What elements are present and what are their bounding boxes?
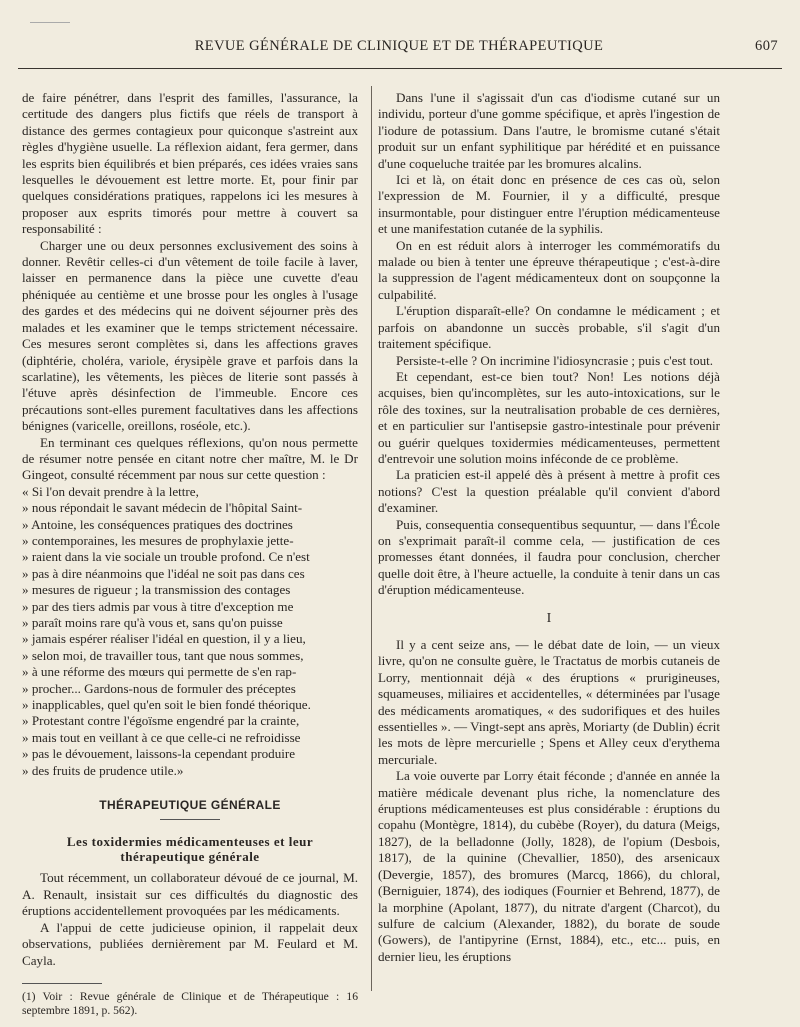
paragraph: La voie ouverte par Lorry était féconde ; d'année en année la matière médicale devenant plus riche, la nomenclature des éruptions médicamenteuses est plus considérable : éruptions du copahu (Montègre, 1814), du cubèbe (Royer), du datura (Meigs, 1827), de la belladonne (Jolly, 1828), de l'opium (Desbois, 1817), de la quinine (Chevallier, 1850), des arsenicaux (Devergie, 1857), des bromures (Marcq, 1866), du chloral, (Berniguier, 1874), des iodiques (Fournier et Behrend, 1877), de la morphine (Apolant, 1877), du nitrate d'argent (Charcot), du sulfure de calcium (Alexander, 1882), du borate de soude (Gowers), de l'antipyrine (Ernst, 1884), etc., etc... puis, en dernier lieu, les éruptions [378, 768, 720, 964]
quote-line: » procher... Gardons-nous de formuler des préceptes [22, 680, 296, 696]
paragraph: Persiste-t-elle ? On incrimine l'idiosyncrasie ; puis c'est tout. [396, 352, 714, 368]
quote-line: » Protestant contre l'égoïsme engendré par la crainte, [22, 713, 300, 729]
quote-line: » à une réforme des mœurs qui permette de s'en rap- [22, 664, 297, 680]
quote-line: » pas le dévouement, laissons-la cependant produire [22, 746, 296, 762]
quote-line: » mesures de rigueur ; la transmission des contages [22, 582, 291, 598]
quote-line: » nous répondait le savant médecin de l'hôpital Saint- [22, 500, 303, 516]
column-divider [371, 86, 372, 991]
quote-line: » raient dans la vie sociale un trouble profond. Ce n'est [22, 549, 310, 565]
section-rule [160, 819, 220, 820]
quote-line: » mais tout en veillant à ce que celle-ci ne refroidisse [22, 729, 301, 745]
paragraph: Dans l'une il s'agissait d'un cas d'iodisme cutané sur un individu, porteur d'une gomme spécifique, et après l'ingestion de l'iodure de potassium. Dans l'autre, le bromisme cutané s'était produit sur un enfant syphilitique par hérédité et en puissance d'une coqueluche traitée par les bromures alcalins. [378, 90, 720, 171]
quote-line: » selon moi, de travailler tous, tant que nous sommes, [22, 647, 304, 663]
quote-line: » par des tiers admis par vous à titre d'exception me [22, 598, 294, 614]
right-column [378, 90, 720, 965]
section-numeral: I [546, 610, 552, 626]
quote-line: » jamais espérer réaliser l'idéal en question, il y a lieu, [22, 631, 306, 647]
paragraph: Puis, consequentia consequentibus sequuntur, — dans l'École on s'exprimait paraît-il comme cela, — justification de ces promesses étant données, il faudra pour conclusion, chercher quelle doit être, à l'heure actuelle, la conduite à tenir dans un cas d'éruption médicamenteuse. [378, 516, 720, 598]
left-column [22, 90, 358, 1018]
paragraph: L'éruption disparaît-elle? On condamne le médicament ; et parfois on abandonne un succès probable, s'il s'agit d'un traitement spécifique. [378, 303, 720, 352]
article-title-line: thérapeutique générale [120, 849, 260, 865]
quote-line: » inapplicables, quel qu'en soit le bien fondé théorique. [22, 697, 311, 713]
quote-line: » pas à dire néanmoins que l'idéal ne soit pas dans ces [22, 565, 305, 581]
running-header [20, 38, 778, 62]
quote-line: » contemporaines, les mesures de prophylaxie jette- [22, 532, 294, 548]
paragraph: Charger une ou deux personnes exclusivement des soins à donner. Revêtir celles-ci d'un vêtement de toile facile à laver, laisser en permanence dans la pièce une cuvette d'eau phéniquée au centième et une brosse pour les ongles à l'usage des gardes et des médecins qui ne doivent séjourner près des malades et les examiner que le temps strictement nécessaire. Ces mesures seront complètes si, dans les affections graves (diphtérie, choléra, variole, érysipèle grave et parfois dans la scarlatine), les vêtements, les pièces de literie sont passés à l'étuve après désinfection de l'immeuble. Encore ces précautions sont-elles purement facultatives dans les affections bénignes (varicelle, oreillons, roséole, etc.). [22, 237, 358, 434]
section-heading: THÉRAPEUTIQUE GÉNÉRALE [99, 798, 281, 813]
article-title [22, 834, 358, 864]
footnote-rule [22, 983, 102, 984]
paragraph: Ici et là, on était donc en présence de ces cas où, selon l'expression de M. Fournier, il y a difficulté, presque insurmontable, pour distinguer entre l'éruption médicamenteuse et une manifestation cutanée de la syphilis. [378, 172, 720, 237]
paragraph: En terminant ces quelques réflexions, qu'on nous permette de résumer notre pensée en citant notre cher maître, M. le Dr Gingeot, consulté récemment par nous sur cette question : [22, 434, 358, 483]
article-title-line: Les toxidermies médicamenteuses et leur [66, 834, 314, 850]
paragraph: A l'appui de cette judicieuse opinion, il rappelait deux observations, publiées dernièrement par M. Feulard et M. Cayla. [22, 919, 358, 968]
quote-line: « Si l'on devait prendre à la lettre, [22, 483, 199, 499]
page-number: 607 [755, 38, 778, 54]
quote-line: » paraît moins rare qu'à vous et, sans qu'on puisse [22, 615, 283, 630]
header-rule [18, 68, 782, 69]
journal-title: REVUE GÉNÉRALE DE CLINIQUE ET DE THÉRAPEUTIQUE [194, 38, 604, 54]
footnote: (1) Voir : Revue générale de Clinique et de Thérapeutique : 16 septembre 1891, p. 562). [22, 989, 358, 1017]
paragraph: Il y a cent seize ans, — le débat date de loin, — un vieux livre, qu'on ne consulte guère, le Tractatus de morbis cutaneis de Lorry, mentionnait déjà « des éruptions « prurigineuses, squameuses, miliaires et accidentelles, « déterminées par l'usage des médicaments aromatiques, « des sudorifiques et des huiles essentielles ». — Vingt-sept ans après, Moriarty (de Dublin) écrit les mots de lèpre mercurielle ; Spens et Alley ceux d'erythema mercuriale. [378, 637, 720, 767]
block-quote [22, 484, 358, 779]
paragraph: Tout récemment, un collaborateur dévoué de ce journal, M. A. Renault, insistait sur ces difficultés du diagnostic des éruptions accidentellement provoquées par les médicaments. [22, 870, 358, 919]
paragraph: On en est réduit alors à interroger les commémoratifs du malade ou bien à tenter une épreuve thérapeutique ; c'est-à-dire la suppression de l'agent médicamenteux dont on soupçonne la culpabilité. [378, 237, 720, 302]
quote-line: » Antoine, les conséquences pratiques des doctrines [22, 516, 293, 532]
margin-mark [30, 22, 70, 23]
paragraph: de faire pénétrer, dans l'esprit des familles, l'assurance, la certitude des dangers plus fictifs que réels de transport à distance des germes contagieux pour quiconque s'astreint aux règles d'hygiène usuelle. La réflexion aidant, fera germer, dans les esprits bien équilibrés et bien préparés, ces idées vraies sans lesquelles le dévouement est lettre morte. Et, pour finir par quelques considérations pratiques, rappelons ici les mesures à proposer aux esprits timorés pour mettre à couvert sa responsabilité : [22, 90, 358, 237]
paragraph: Et cependant, est-ce bien tout? Non! Les notions déjà acquises, bien qu'incomplètes, sur les auto-intoxications, sur le rôle des toxines, sur la neutralisation probable de ces dernières, et en particulier sur l'antisepsie gastro-intestinale pour prévenir ou guérir quelques toxidermies médicamenteuses, permettent d'entrevoir une solution moins inféconde de ce problème. [378, 368, 720, 466]
quote-line: » des fruits de prudence utile.» [22, 762, 184, 778]
paragraph: La praticien est-il appelé dès à présent à mettre à profit ces notions? C'est la question préalable qu'il convient d'abord d'examiner. [378, 467, 720, 516]
